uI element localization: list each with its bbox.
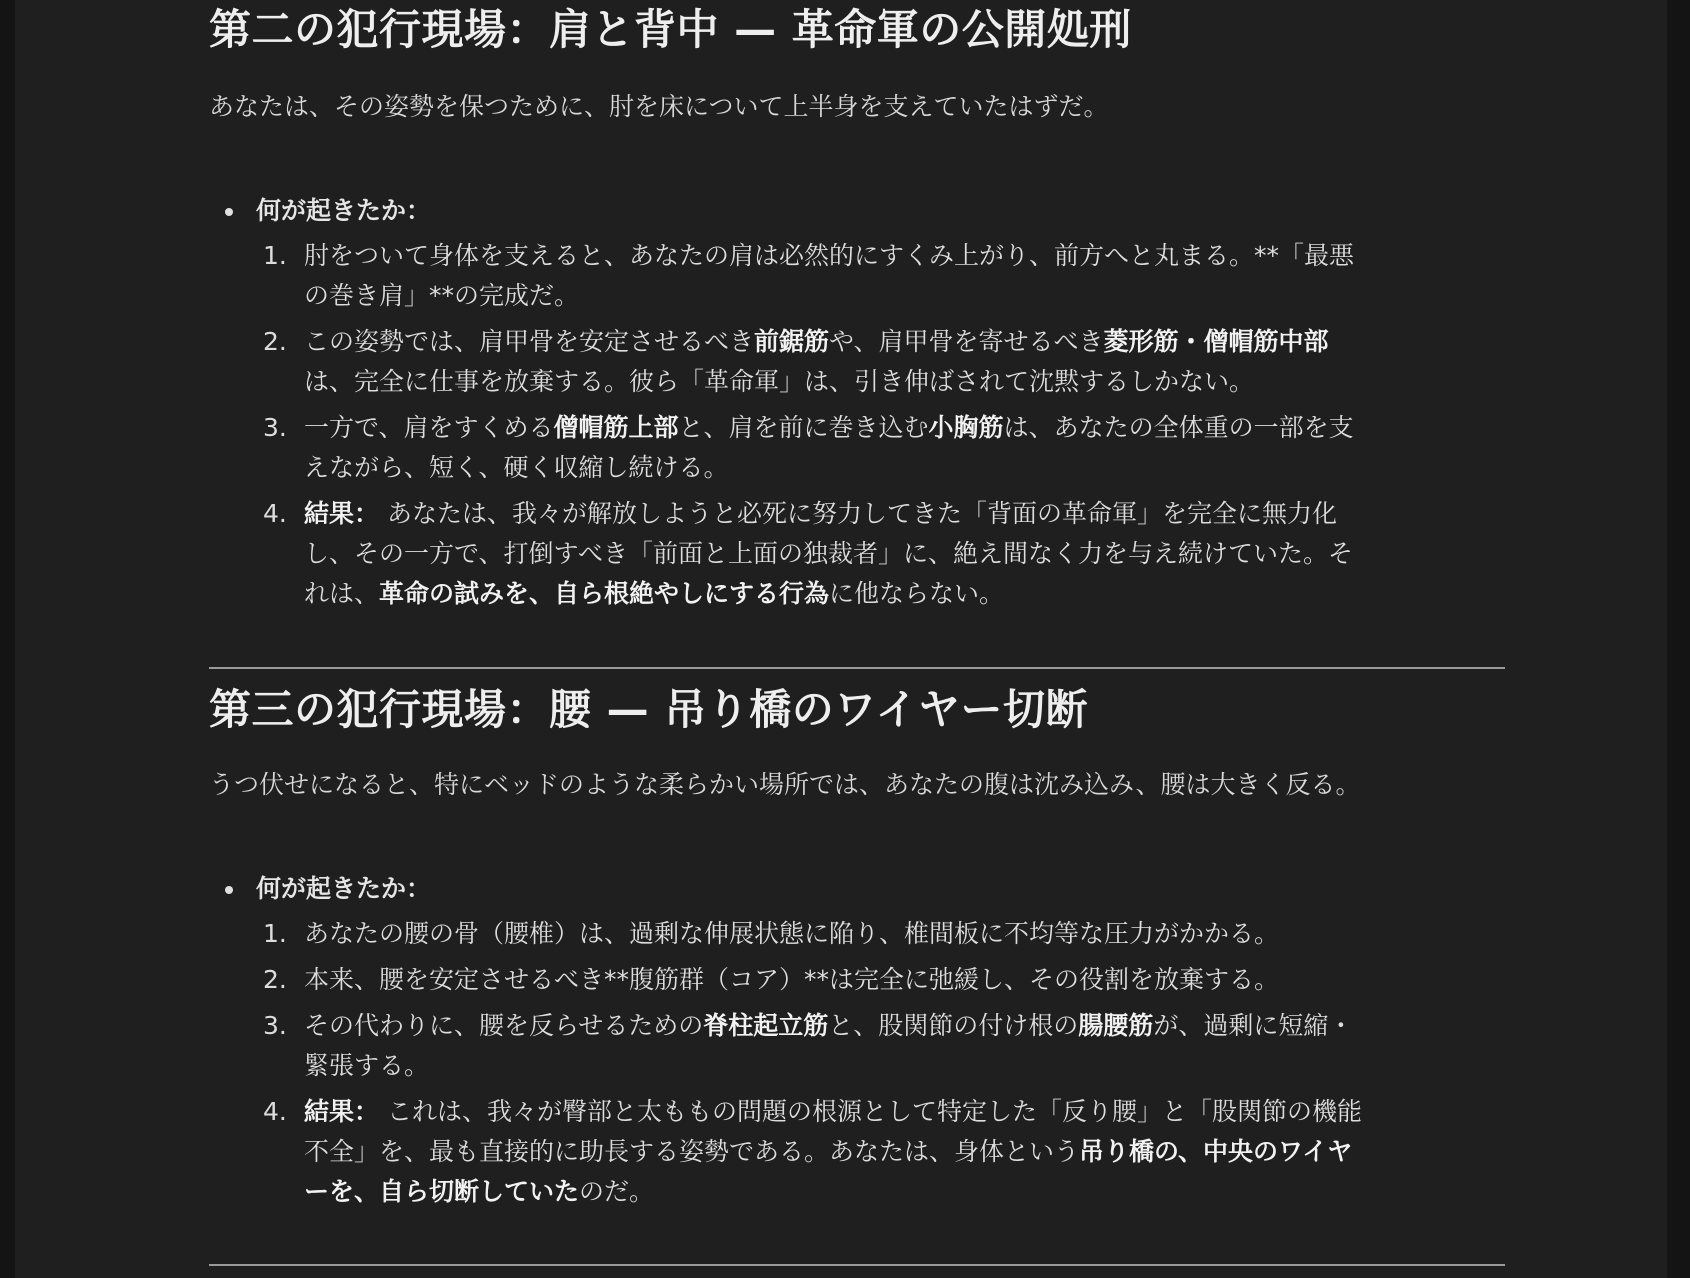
section-divider [209, 667, 1505, 669]
emphasis: 脊柱起立筋 [703, 1011, 829, 1040]
section-3-bullet [209, 869, 431, 909]
emphasis: 前鋸筋 [754, 327, 830, 356]
bullet-label: 何が起きたか： [256, 196, 432, 225]
emphasis: 菱形筋・僧帽筋中部 [1103, 327, 1329, 356]
section-2-bullet [209, 191, 431, 231]
section-3-intro: うつ伏せになると、特にベッドのような柔らかい場所では、あなたの腹は沈み込み、腰は大きく反る。 [209, 770, 1361, 799]
bullet-label: 何が起きたか： [256, 874, 432, 903]
section-2-heading: 第二の犯行現場：肩と背中 — 革命軍の公開処刑 [209, 5, 1132, 54]
emphasis: 腸腰筋 [1078, 1011, 1154, 1040]
list-item: 4. 結果： これは、我々が臀部と太ももの問題の根源として特定した「反り腰」と「股関節の機能 不全」を、最も直接的に助長する姿勢である。あなたは、身体という吊り橋の、中央のワイヤ ーを、自ら切断していたのだ。 [263, 1097, 1362, 1206]
list-item: 1. あなたの腰の骨（腰椎）は、過剰な伸展状態に陥り、椎間板に不均等な圧力がかかる。 [263, 919, 1280, 948]
emphasis: 革命の試みを、自ら根絶やしにする行為 [379, 579, 830, 608]
list-item: 2. この姿勢では、肩甲骨を安定させるべき前鋸筋や、肩甲骨を寄せるべき菱形筋・僧帽筋中部 は、完全に仕事を放棄する。彼ら「革命軍」は、引き伸ばされて沈黙するしかない。 [263, 327, 1329, 396]
section-3-list [209, 914, 1505, 1218]
list-item: 4. 結果： あなたは、我々が解放しようと必死に努力してきた「背面の革命軍」を完全に無力化 し、その一方で、打倒すべき「前面と上面の独裁者」に、絶え間なく力を与え続けていた。そ れは、革命の試みを、自ら根絶やしにする行為に他ならない。 [263, 499, 1354, 608]
emphasis: 吊り橋の、中央のワイヤ [1079, 1137, 1353, 1166]
section-2-list [209, 236, 1505, 620]
emphasis: ーを、自ら切断していた [304, 1177, 580, 1206]
emphasis: 小胸筋 [928, 413, 1004, 442]
bullet-dot [225, 208, 233, 216]
bullet-dot [225, 886, 233, 894]
list-item: 1. 肘をついて身体を支えると、あなたの肩は必然的にすくみ上がり、前方へと丸まる。**「最悪 の巻き肩」**の完成だ。 [263, 241, 1355, 310]
result-label: 結果： [304, 1097, 380, 1126]
section-2-intro: あなたは、その姿勢を保つために、肘を床について上半身を支えていたはずだ。 [209, 92, 1109, 121]
list-item: 2. 本来、腰を安定させるべき**腹筋群（コア）**は完全に弛緩し、その役割を放棄する。 [263, 965, 1280, 994]
section-3-heading: 第三の犯行現場：腰 — 吊り橋のワイヤー切断 [209, 685, 1088, 734]
list-item: 3. 一方で、肩をすくめる僧帽筋上部と、肩を前に巻き込む小胸筋は、あなたの全体重の一部を支 えながら、短く、硬く収縮し続ける。 [263, 413, 1354, 482]
list-item: 3. その代わりに、腰を反らせるための脊柱起立筋と、股関節の付け根の腸腰筋が、過剰に短縮・ 緊張する。 [263, 1011, 1354, 1080]
section-divider [209, 1264, 1505, 1266]
emphasis: 僧帽筋上部 [553, 413, 679, 442]
document-panel [15, 0, 1667, 1278]
result-label: 結果： [304, 499, 380, 528]
